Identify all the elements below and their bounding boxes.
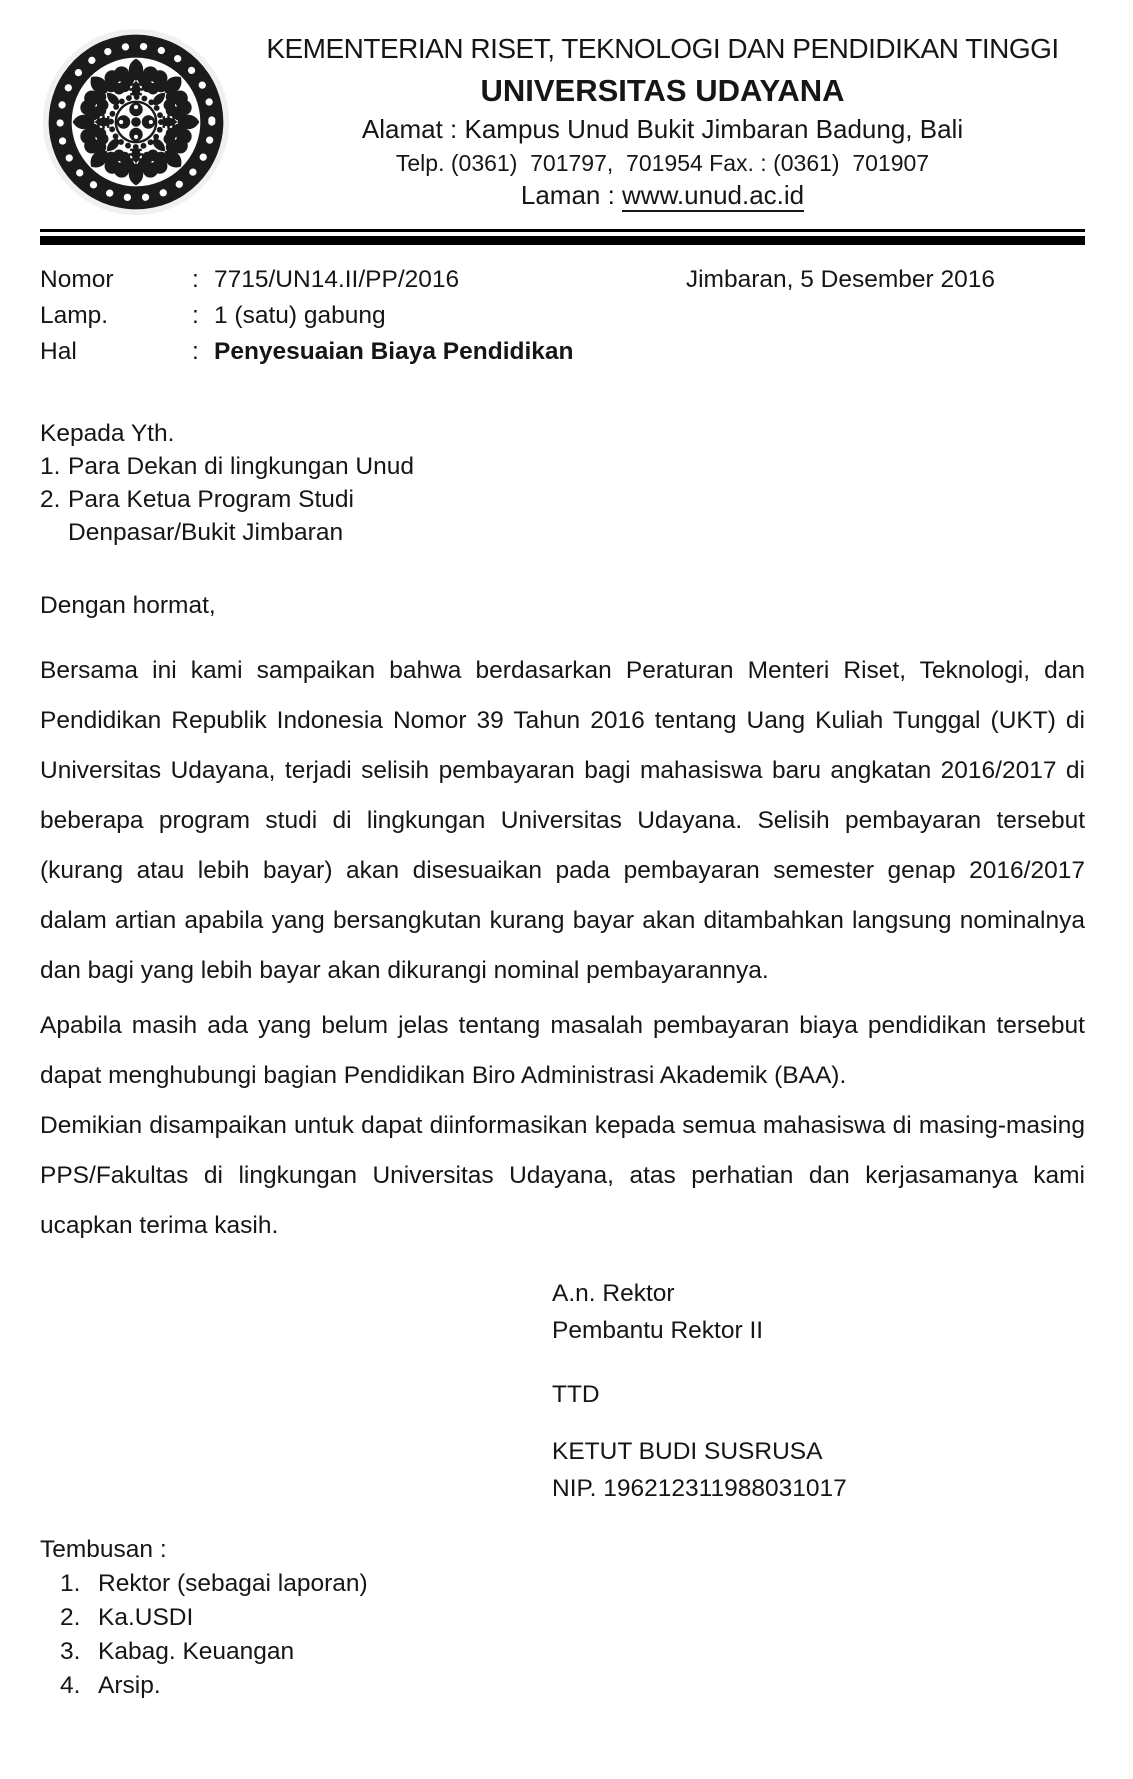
- lamp-sep: :: [192, 302, 199, 329]
- attachment-count: 1 (satu) gabung: [214, 302, 386, 329]
- cc-text: Arsip.: [98, 1672, 161, 1699]
- meta-row-lamp: [40, 298, 1085, 334]
- cc-title: Tembusan :: [40, 1536, 167, 1563]
- university-name: UNIVERSITAS UDAYANA: [480, 72, 845, 108]
- recipient-text: Para Dekan di lingkungan Unud: [68, 453, 414, 480]
- signature-on-behalf: A.n. Rektor: [552, 1280, 675, 1307]
- recipient-text: Para Ketua Program Studi: [68, 486, 354, 513]
- udayana-seal-icon: [40, 26, 232, 218]
- phone-fax-line: Telp. (0361) 701797, 701954 Fax. : (0361) 701907: [395, 150, 930, 177]
- website-label: Laman :: [520, 179, 623, 210]
- body-paragraph-2: Apabila masih ada yang belum jelas tentang masalah pembayaran biaya pendidikan tersebut dapat menghubungi bagian Pendidikan Biro Administrasi Akademik (BAA).: [40, 1012, 1085, 1089]
- cc-item: [40, 1601, 1085, 1635]
- cc-item: [40, 1669, 1085, 1703]
- signature-nip: NIP. 196212311988031017: [552, 1475, 847, 1502]
- university-logo: [40, 26, 240, 218]
- letterhead: [40, 0, 1085, 218]
- letterhead-divider: [40, 229, 1085, 245]
- nomor-sep: :: [192, 266, 199, 293]
- nomor-label: Nomor: [40, 266, 114, 293]
- ministry-name: KEMENTERIAN RISET, TEKNOLOGI DAN PENDIDIKAN TINGGI: [266, 33, 1059, 65]
- website-link[interactable]: www.unud.ac.id: [622, 179, 805, 210]
- hal-sep: :: [192, 338, 199, 365]
- letter-meta: [40, 262, 1085, 370]
- address-line: Alamat : Kampus Unud Bukit Jimbaran Badung, Bali: [361, 114, 964, 145]
- salutation: Kepada Yth.: [40, 420, 175, 447]
- cc-block: [40, 1533, 1085, 1703]
- recipient-item: [40, 450, 1085, 483]
- meta-row-hal: [40, 334, 1085, 370]
- divider-thick-line: [40, 236, 1085, 245]
- cc-number: 2.: [60, 1604, 81, 1631]
- recipient-item: [40, 483, 1085, 516]
- cc-number: 1.: [60, 1570, 81, 1597]
- cc-number: 4.: [60, 1672, 81, 1699]
- recipient-location: Denpasar/Bukit Jimbaran: [68, 519, 344, 546]
- recipient-block: [40, 417, 1085, 549]
- cc-item: [40, 1567, 1085, 1601]
- dateline: Jimbaran, 5 Desember 2016: [685, 266, 995, 293]
- cc-number: 3.: [60, 1638, 81, 1665]
- opening-salutation: Dengan hormat,: [40, 592, 216, 619]
- signature-ttd: TTD: [552, 1381, 600, 1408]
- body-paragraph-1: Bersama ini kami sampaikan bahwa berdasarkan Peraturan Menteri Riset, Teknologi, dan Pendidikan Republik Indonesia Nomor 39 Tahun 2016 tentang Uang Kuliah Tunggal (UKT) di Universitas Udayana, terjadi selisih pembayaran bagi mahasiswa baru angkatan 2016/2017 di beberapa program studi di lingkungan Universitas Udayana. Selisih pembayaran tersebut (kurang atau lebih bayar) akan disesuaikan pada pembayaran semester genap 2016/2017 dalam artian apabila yang bersangkutan kurang bayar akan ditambahkan langsung nominalnya dan bagi yang lebih bayar akan dikurangi nominal pembayarannya.: [40, 657, 1085, 984]
- cc-item: [40, 1635, 1085, 1669]
- letterhead-text: [240, 33, 1085, 210]
- cc-text: Ka.USDI: [98, 1604, 194, 1631]
- cc-text: Kabag. Keuangan: [98, 1638, 295, 1665]
- signature-name: KETUT BUDI SUSRUSA: [552, 1438, 823, 1465]
- letter-number: 7715/UN14.II/PP/2016: [214, 266, 460, 293]
- letter-body: [40, 589, 1085, 1251]
- hal-label: Hal: [40, 338, 77, 365]
- website-line: [240, 181, 1085, 211]
- signature-title: Pembantu Rektor II: [552, 1317, 764, 1344]
- recipient-number: 1.: [40, 453, 61, 480]
- body-paragraph-3: Demikian disampaikan untuk dapat diinformasikan kepada semua mahasiswa di masing-masing PPS/Fakultas di lingkungan Universitas Udayana, atas perhatian dan kerjasamanya kami ucapkan terima kasih.: [40, 1112, 1085, 1239]
- subject-line: Penyesuaian Biaya Pendidikan: [214, 338, 574, 365]
- cc-text: Rektor (sebagai laporan): [98, 1570, 368, 1597]
- recipient-number: 2.: [40, 486, 61, 513]
- signature-block: [552, 1275, 1085, 1507]
- lamp-label: Lamp.: [40, 302, 109, 329]
- meta-row-nomor: [40, 262, 1085, 298]
